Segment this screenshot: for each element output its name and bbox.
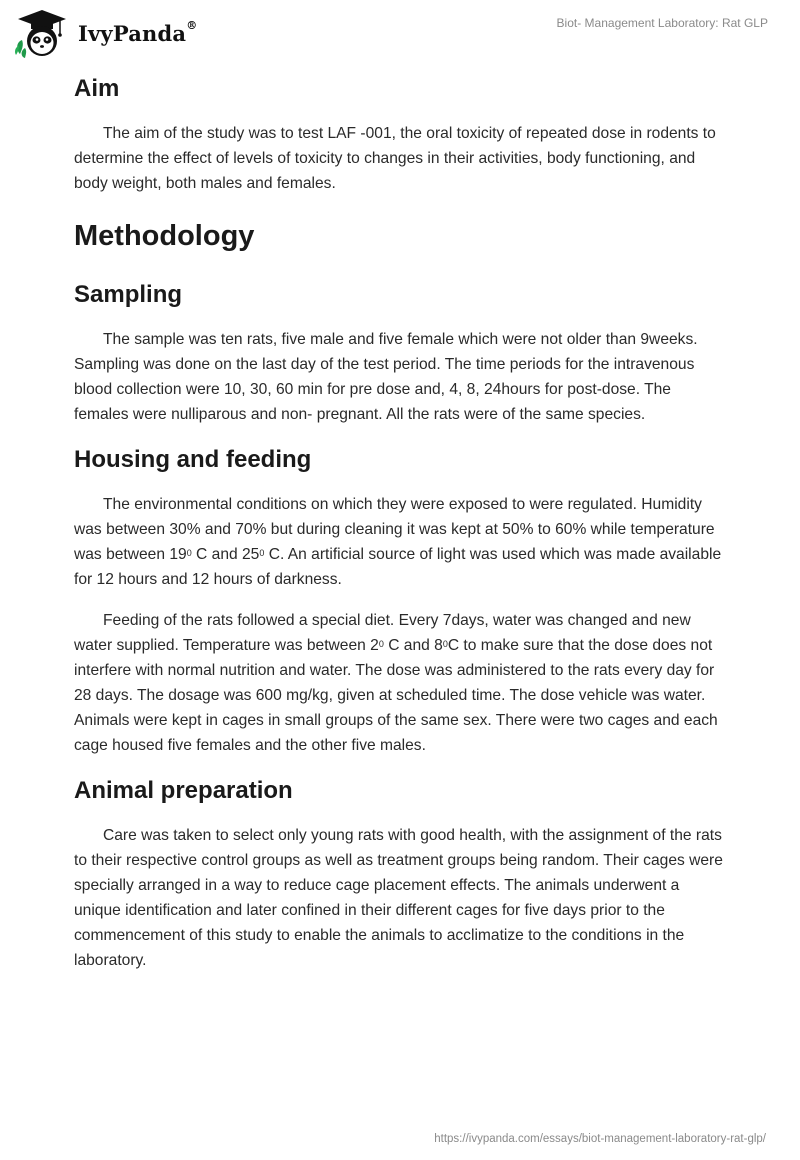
aim-paragraph: The aim of the study was to test LAF -001, the oral toxicity of repeated dose in rodents to determine the effect of levels of toxicity to changes in their activities, body functioning, and body weight, both males and females. bbox=[74, 125, 716, 192]
sampling-paragraph: The sample was ten rats, five male and five female which were not older than 9weeks. Sampling was done on the last day of the test period. The time periods for the intravenous blood collection were 10, 30, 60 min for pre dose and, 4, 8, 24hours for post-dose. The females were nulliparous and non- pregnant. All the rats were of the same species. bbox=[74, 331, 698, 423]
essay-body bbox=[74, 74, 726, 973]
panda-graduate-icon bbox=[14, 8, 70, 58]
animal-preparation-paragraph: Care was taken to select only young rats with good health, with the assignment of the rats to their respective control groups as well as treatment groups being random. Their cages were specially arranged in a way to reduce cage placement effects. The animals underwent a unique identification and later confined in their different cages for five days prior to the commencement of this study to enable the animals to acclimatize to the conditions in the laboratory. bbox=[74, 827, 723, 969]
document-title: Biot- Management Laboratory: Rat GLP bbox=[556, 16, 768, 30]
page-header bbox=[0, 0, 800, 70]
housing-heading: Housing and feeding bbox=[74, 446, 312, 473]
housing-paragraph-2: Feeding of the rats followed a special diet. Every 7days, water was changed and new water supplied. Temperature was between $2^0$ C and $8^0C$ to make sure that the dose does not interfere with normal nutrition and water. The dose was administered to the rats every day for 28 days. The dosage was 600 mg/kg, given at scheduled time. The dose vehicle was water. Animals were kept in cages in small groups of the same sex. There were two cages and each cage housed five females and the other five males. bbox=[74, 612, 718, 754]
brand-name: IvyPanda® bbox=[78, 18, 198, 46]
methodology-heading: Methodology bbox=[74, 220, 255, 252]
aim-heading: Aim bbox=[74, 75, 120, 102]
housing-paragraph-1: The environmental conditions on which they were exposed to were regulated. Humidity was between 30% and 70% but during cleaning it was kept at 50% to 60% while temperature was between $19^0$ C and $25^0$ C. An artificial source of light was used which was made available for 12 hours and 12 hours of darkness. bbox=[74, 496, 722, 588]
brand-logo[interactable] bbox=[14, 8, 197, 58]
animal-preparation-heading: Animal preparation bbox=[74, 777, 293, 804]
sampling-heading: Sampling bbox=[74, 281, 183, 308]
source-url-link[interactable]: https://ivypanda.com/essays/biot-management-laboratory-rat-glp/ bbox=[434, 1133, 766, 1145]
